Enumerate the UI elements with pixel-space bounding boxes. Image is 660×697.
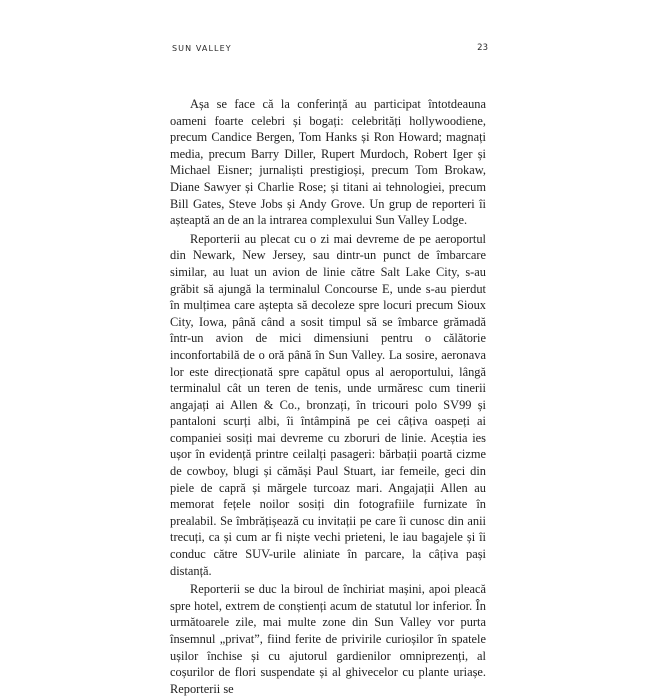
body-text [170,96,486,697]
running-header-title: SUN VALLEY [172,44,232,53]
paragraph: Reporterii au plecat cu o zi mai devreme de pe aeroportul din Newark, New Jersey, sau dintr-un punct de îmbarcare similar, au luat un avion de linie către Salt Lake City, s-au grăbit să ajungă la terminalul Concourse E, unde s-au pierdut în mulțimea care aștepta să decoleze spre locuri precum Sioux City, Iowa, până când a sosit timpul să se îmbarce grămadă într-un avion de mici dimensiuni pentru o călătorie inconfortabilă de o oră până în Sun Valley. La sosire, aeronava lor este direcționată spre capătul opus al aeroportului, lângă terminalul cât un teren de tenis, unde urmăresc cum tinerii angajați ai Allen & Co., bronzați, în tricouri polo SV99 și pantaloni scurți albi, îi întâmpină pe cei câțiva oaspeți ai companiei sosiți mai devreme cu zboruri de linie. Aceștia ies ușor în evidență printre ceilalți pasageri: bărbații poartă cizme de cowboy, blugi și cămăși Paul Stuart, iar femeile, geci din piele de capră și mărgele turcoaz mari. Angajații Allen au memorat fețele noilor sosiți din fotografiile furnizate în prealabil. Se îmbrățișează cu invitații pe care îi cunosc din anii trecuți, ca și cum ar fi niște vechi prieteni, le iau bagajele și îi conduc către SUV-urile aliniate în parcare, la câțiva pași distanță. [170,231,486,578]
paragraph: Reporterii se duc la biroul de închiriat mașini, apoi pleacă spre hotel, extrem de conștienți acum de statutul lor inferior. În următoarele zile, mai multe zone din Sun Valley vor purta însemnul „privat”, fiind ferite de privirile curioșilor în spatele ușilor închise și cu ajutorul gardienilor omniprezenți, al coșurilor de flori suspendate și al ghivecelor cu plante uriașe. Reporterii se [170,582,486,696]
page-number: 23 [477,43,488,53]
paragraph: Așa se face că la conferință au participat întotdeauna oameni foarte celebri și bogați: celebrități hollywoodiene, precum Candice Bergen, Tom Hanks și Ron Howard; magnați media, precum Barry Diller, Rupert Murdoch, Robert Iger și Michael Eisner; jurnaliști prestigioși, precum Tom Brokaw, Diane Sawyer și Charlie Rose; și titani ai tehnologiei, precum Bill Gates, Steve Jobs și Andy Grove. Un grup de reporteri îi așteaptă an de an la intrarea complexului Sun Valley Lodge. [170,97,486,228]
